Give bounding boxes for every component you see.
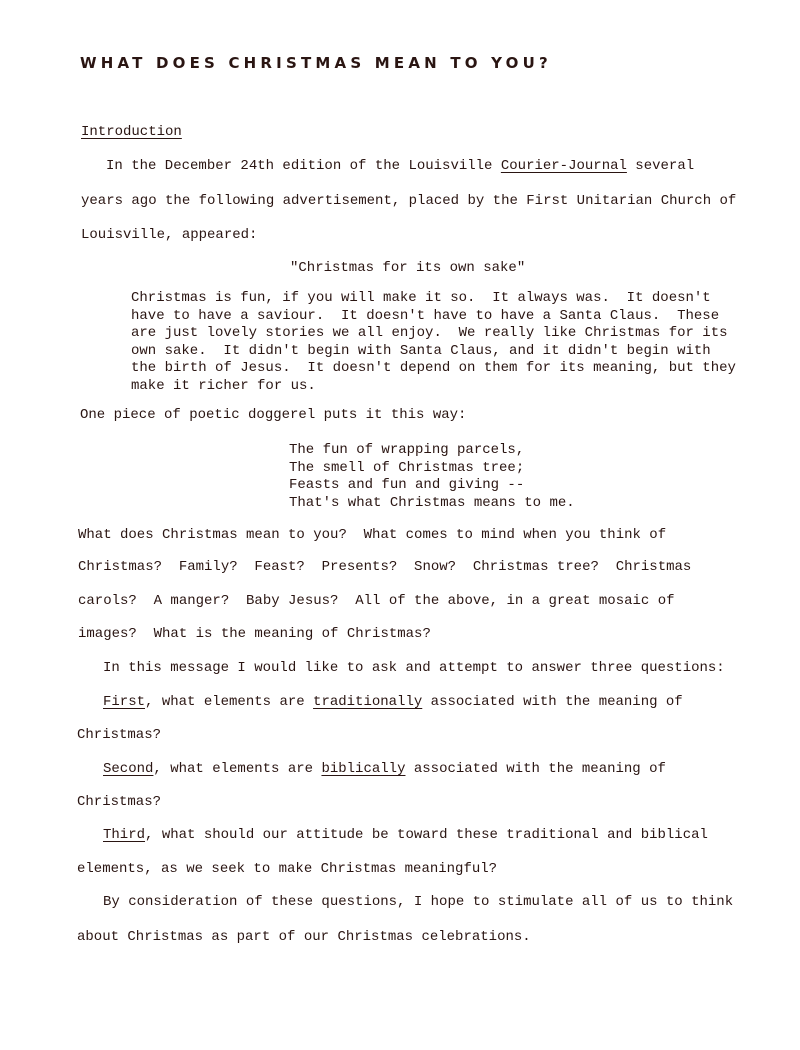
first-text-2: associated with the meaning of	[422, 694, 683, 710]
advert-line: Christmas is fun, if you will make it so. It always was. It doesn't	[131, 290, 711, 306]
advert-line: the birth of Jesus. It doesn't depend on them for its meaning, but they	[131, 360, 736, 376]
second-label: Second	[103, 761, 154, 777]
questions-line: images? What is the meaning of Christmas?	[78, 626, 431, 642]
poem-line: That's what Christmas means to me.	[289, 494, 575, 511]
third-question	[103, 826, 708, 844]
second-question-cont: Christmas?	[77, 794, 162, 810]
third-text: , what should our attitude be toward these traditional and biblical	[145, 827, 708, 843]
intro-line-3: Louisville, appeared:	[81, 227, 258, 243]
first-keyword: traditionally	[313, 694, 423, 710]
poem	[289, 442, 575, 512]
questions-line: Christmas? Family? Feast? Presents? Snow? Christmas tree? Christmas	[78, 559, 692, 575]
first-question-cont: Christmas?	[77, 727, 162, 743]
first-question	[103, 693, 683, 711]
poem-line: The smell of Christmas tree;	[289, 459, 525, 476]
page-title: WHAT DOES CHRISTMAS MEAN TO YOU?	[80, 54, 552, 72]
intro-line-1-before: In the December 24th edition of the Louisville	[106, 158, 501, 174]
intro-line-2: years ago the following advertisement, placed by the First Unitarian Church of	[81, 193, 737, 209]
third-label: Third	[103, 827, 146, 843]
intro-line-1	[106, 157, 694, 175]
first-text: , what elements are	[145, 694, 314, 710]
doggerel-intro: One piece of poetic doggerel puts it this way:	[80, 407, 467, 423]
closing-line: about Christmas as part of our Christmas celebrations.	[77, 929, 531, 945]
advert-line: are just lovely stories we all enjoy. We really like Christmas for its	[131, 325, 728, 341]
first-label: First	[103, 694, 146, 710]
second-text: , what elements are	[153, 761, 322, 777]
advert-line: own sake. It didn't begin with Santa Claus, and it didn't begin with	[131, 342, 711, 359]
advert-line: have to have a saviour. It doesn't have to have a Santa Claus. These	[131, 307, 720, 324]
intro-line-1-after: several	[626, 158, 695, 174]
poem-line: Feasts and fun and giving --	[289, 477, 525, 493]
second-question	[103, 760, 666, 778]
second-keyword: biblically	[321, 761, 406, 777]
newspaper-name: Courier-Journal	[500, 158, 627, 174]
advert-line: make it richer for us.	[131, 377, 316, 394]
section-heading: Introduction	[81, 124, 182, 140]
third-question-cont: elements, as we seek to make Christmas meaningful?	[77, 861, 498, 877]
advert-quote	[131, 290, 736, 395]
message-intro: In this message I would like to ask and attempt to answer three questions:	[103, 660, 725, 676]
questions-line: What does Christmas mean to you? What comes to mind when you think of	[78, 527, 667, 543]
questions-line: carols? A manger? Baby Jesus? All of the above, in a great mosaic of	[78, 593, 675, 609]
poem-line: The fun of wrapping parcels,	[289, 442, 525, 458]
closing-line: By consideration of these questions, I hope to stimulate all of us to think	[103, 894, 734, 910]
advert-headline: "Christmas for its own sake"	[290, 260, 526, 276]
second-text-2: associated with the meaning of	[405, 761, 666, 777]
